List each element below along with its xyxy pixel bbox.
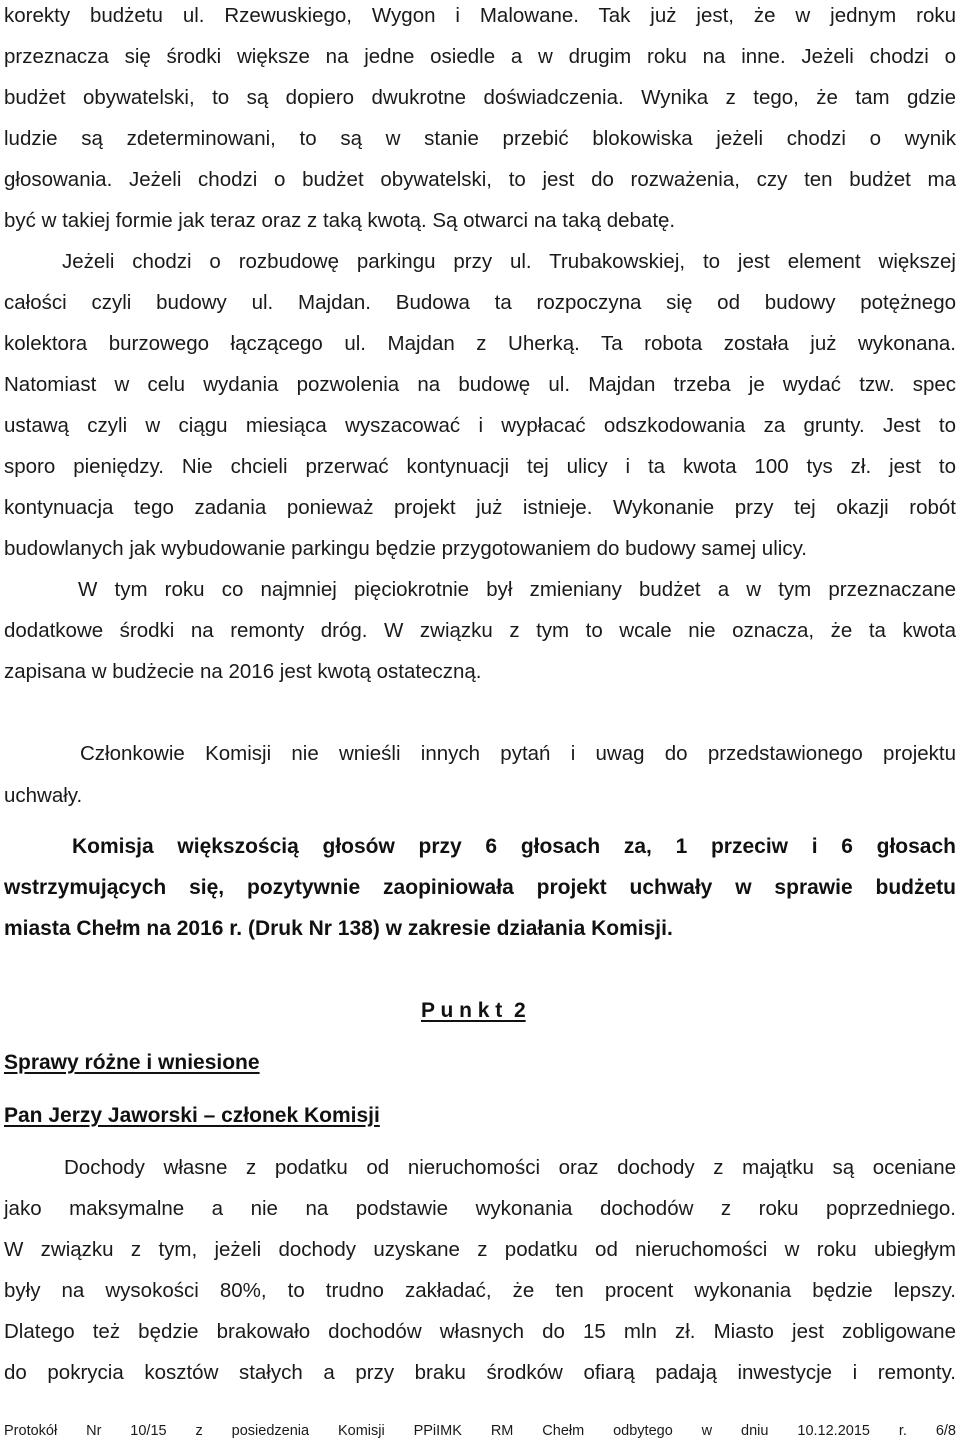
paragraph-line: korekty budżetu ul. Rzewuskiego, Wygon i Malowane. Tak już jest, że w jednym roku (4, 4, 956, 27)
paragraph-line: głosowania. Jeżeli chodzi o budżet obywatelski, to jest do rozważenia, czy ten budżet ma (4, 168, 956, 191)
paragraph-line: budowlanych jak wybudowanie parkingu będzie przygotowaniem do budowy samej ulicy. (4, 537, 807, 560)
paragraph-line: do pokrycia kosztów stałych a przy braku środków ofiarą padają inwestycje i remonty. (4, 1361, 956, 1384)
page-footer (4, 1422, 956, 1440)
section-heading: P u n k t 2 (421, 999, 526, 1022)
paragraph-line: ludzie są zdeterminowani, to są w stanie przebić blokowiska jeżeli chodzi o wynik (4, 127, 956, 150)
paragraph-line: zapisana w budżecie na 2016 jest kwotą ostateczną. (4, 660, 482, 683)
paragraph-line: ustawą czyli w ciągu miesiąca wyszacować i wypłacać odszkodowania za grunty. Jest to (4, 414, 956, 437)
resolution-line: miasta Chełm na 2016 r. (Druk Nr 138) w zakresie działania Komisji. (4, 917, 673, 940)
paragraph-line: całości czyli budowy ul. Majdan. Budowa ta rozpoczyna się od budowy potężnego (4, 291, 956, 314)
speaker-heading: Pan Jerzy Jaworski – członek Komisji (4, 1104, 380, 1127)
paragraph-line: Dochody własne z podatku od nieruchomości oraz dochody z majątku są oceniane (64, 1156, 956, 1179)
paragraph-line: budżet obywatelski, to są dopiero dwukrotne doświadczenia. Wynika z tego, że tam gdzie (4, 86, 956, 109)
paragraph-line: dodatkowe środki na remonty dróg. W związku z tym to wcale nie oznacza, że ta kwota (4, 619, 956, 642)
paragraph-line: jako maksymalne a nie na podstawie wykonania dochodów z roku poprzedniego. (4, 1197, 956, 1220)
paragraph-line: być w takiej formie jak teraz oraz z taką kwotą. Są otwarci na taką debatę. (4, 209, 676, 232)
paragraph-line: sporo pieniędzy. Nie chcieli przerwać kontynuacji tej ulicy i ta kwota 100 tys zł. jest to (4, 455, 956, 478)
resolution-line: Komisja większością głosów przy 6 głosach za, 1 przeciw i 6 głosach (72, 835, 956, 858)
section-subheading: Sprawy różne i wniesione (4, 1051, 260, 1074)
paragraph-line: kolektora burzowego łączącego ul. Majdan z Uherką. Ta robota została już wykonana. (4, 332, 956, 355)
paragraph-line: W związku z tym, jeżeli dochody uzyskane z podatku od nieruchomości w roku ubiegłym (4, 1238, 956, 1261)
paragraph-line: W tym roku co najmniej pięciokrotnie był zmieniany budżet a w tym przeznaczane (78, 578, 956, 601)
resolution-line: wstrzymujących się, pozytywnie zaopiniowała projekt uchwały w sprawie budżetu (4, 876, 956, 899)
page-number: 6/8 (935, 1423, 957, 1439)
paragraph-line: Członkowie Komisji nie wnieśli innych pytań i uwag do przedstawionego projektu (80, 742, 956, 765)
paragraph-line: uchwały. (4, 784, 83, 807)
paragraph-line: Natomiast w celu wydania pozwolenia na budowę ul. Majdan trzeba je wydać tzw. spec (4, 373, 956, 396)
paragraph-line: Dlatego też będzie brakowało dochodów własnych do 15 mln zł. Miasto jest zobligowane (4, 1320, 956, 1343)
paragraph-line: były na wysokości 80%, to trudno zakładać, że ten procent wykonania będzie lepszy. (4, 1279, 956, 1302)
paragraph-line: Jeżeli chodzi o rozbudowę parkingu przy ul. Trubakowskiej, to jest element większej (62, 250, 956, 273)
paragraph-line: kontynuacja tego zadania ponieważ projekt już istnieje. Wykonanie przy tej okazji robót (4, 496, 956, 519)
paragraph-line: przeznacza się środki większe na jedne osiedle a w drugim roku na inne. Jeżeli chodzi o (4, 45, 956, 68)
footer-text: Protokół Nr 10/15 z posiedzenia Komisji PPiIMK RM Chełm odbytego w dniu 10.12.2015 r. (4, 1423, 907, 1439)
